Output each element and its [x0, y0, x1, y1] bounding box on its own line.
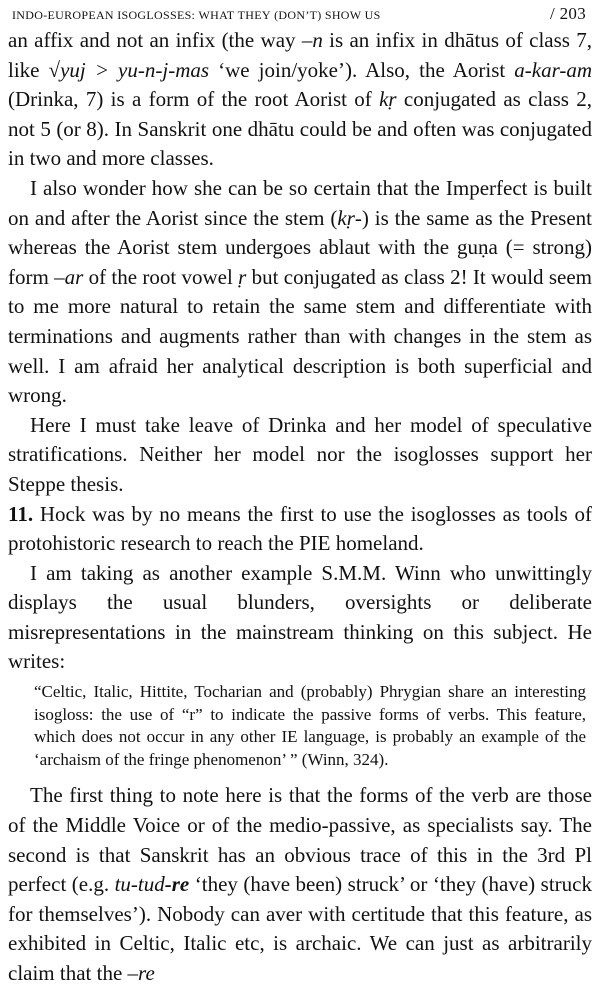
italic-run: ṛ	[238, 264, 247, 289]
paragraph-1	[8, 26, 592, 174]
body-text-continued	[8, 781, 592, 988]
text-run: The first thing to note here is that the forms of the verb are those of the Middle Voice or of the medio-passive, as specialists say. The second is that Sanskrit has an obvious trace of this in the 3rd Pl perfect (e.g.	[8, 783, 592, 897]
italic-run: –ar	[54, 264, 84, 289]
text-run: (Drinka, 7) is a form of the root Aorist of	[8, 87, 380, 112]
block-quote: “Celtic, Italic, Hittite, Tocharian and (probably) Phrygian share an interesting isogloss: the use of “r” to indicate the passive forms of verbs. This feature, which does not occur in any other IE language, is probably an example of the ‘archaism of the fringe phenomenon’ ” (Winn, 324).	[34, 682, 586, 769]
page-number: / 203	[550, 4, 586, 23]
paragraph-2	[8, 174, 592, 411]
running-title: indo-european isoglosses: what they (don’t) show us	[12, 4, 381, 23]
text-run: is an infix in dhātus of class 7, like √	[8, 28, 593, 82]
body-text	[8, 26, 592, 677]
text-run: ) is the same as the Present whereas the Aorist stem undergoes ablaut with the guṇa (= strong) form	[8, 205, 592, 289]
text-run: ‘they (have been) struck’ or ‘they (have) struck for themselves’). Nobody can aver with certitude that this feature, as exhibited in Celtic, Italic etc, is archaic. We can just as arbitrarily claim that the	[8, 872, 592, 985]
text-run: an affix and not an infix (the way	[8, 28, 302, 52]
bold-italic-run: -re	[164, 872, 190, 897]
italic-run: a-kar-am	[514, 57, 592, 82]
paragraph-3: Here I must take leave of Drinka and her model of speculative stratifications. Neither her model nor the isoglosses support her Steppe thesis.	[8, 412, 592, 496]
paragraph-6	[8, 781, 592, 988]
paragraph-4	[8, 500, 592, 559]
italic-run: kṛ	[379, 87, 397, 112]
running-header	[8, 0, 592, 26]
text-run: but conjugated as class 2! It would seem to me more natural to retain the same stem and differentiate with terminations and augments rather than with changes in the stem as well. I am afraid her analytical description is both superficial and wrong.	[8, 264, 593, 408]
italic-run: yuj > yu-n-j-mas	[60, 57, 210, 82]
text-run: ‘we join/yoke’). Also, the Aorist	[209, 57, 515, 82]
italic-run: kṛ-	[337, 205, 362, 230]
text-run: I also wonder how she can be so certain that the Imperfect is built on and after the Aorist since the stem (	[8, 175, 592, 230]
italic-run: –n	[301, 28, 323, 52]
text-run: Hock was by no means the first to use the isoglosses as tools of protohistoric research to reach the PIE homeland.	[8, 501, 592, 556]
italic-run: tu-tud	[114, 872, 165, 897]
paragraph-5: I am taking as another example S.M.M. Winn who unwittingly displays the usual blunders, oversights or deliberate misrepresentations in the mainstream thinking on this subject. He writes:	[8, 560, 592, 674]
text-run: of the root vowel	[83, 264, 239, 289]
italic-run: –re	[127, 961, 155, 985]
section-number: 11.	[8, 501, 34, 526]
text-run: conjugated as class 2, not 5 (or 8). In Sanskrit one dhātu could be and often was conjugated in two and more classes.	[8, 87, 592, 171]
